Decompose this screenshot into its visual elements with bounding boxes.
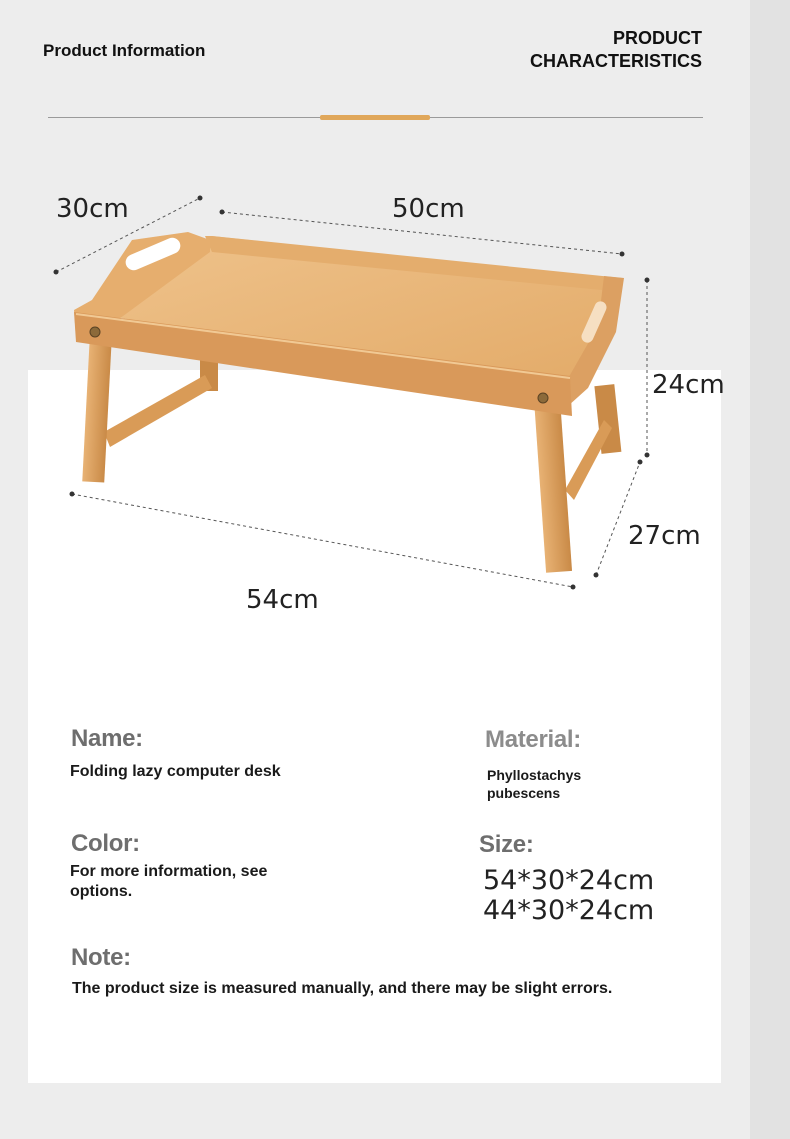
size-value-2: 44*30*24cm xyxy=(483,895,655,926)
size-values xyxy=(483,866,654,926)
header-right-line1: PRODUCT xyxy=(613,28,702,48)
color-label: Color: xyxy=(71,830,140,857)
dimension-depth-top: 30cm xyxy=(56,194,129,224)
dimension-width-top: 50cm xyxy=(392,194,465,224)
header-product-information: Product Information xyxy=(43,41,206,60)
name-label: Name: xyxy=(71,725,143,752)
dimension-height: 24cm xyxy=(652,370,725,400)
front-left-leg xyxy=(82,340,111,483)
right-leg-brace xyxy=(565,420,612,500)
front-right-leg xyxy=(534,399,572,572)
material-value: Phyllostachys pubescens xyxy=(487,767,582,801)
name-value: Folding lazy computer desk xyxy=(70,763,281,780)
left-hinge-bolt xyxy=(90,327,100,337)
note-label: Note: xyxy=(71,944,131,971)
size-label: Size: xyxy=(479,831,534,858)
right-hinge-bolt xyxy=(538,393,548,403)
color-value: For more information, see options. xyxy=(70,863,268,900)
material-label: Material: xyxy=(485,726,581,753)
dimension-depth-bottom: 27cm xyxy=(628,521,701,551)
width-bottom-guide xyxy=(72,494,573,587)
dimension-width-bottom: 54cm xyxy=(246,585,319,615)
depth-bottom-guide xyxy=(596,462,640,575)
note-value: The product size is measured manually, and there may be slight errors. xyxy=(72,980,613,997)
left-leg-brace xyxy=(104,375,212,447)
size-value-1: 54*30*24cm xyxy=(483,865,655,896)
header-right-line2: CHARACTERISTICS xyxy=(529,51,702,71)
